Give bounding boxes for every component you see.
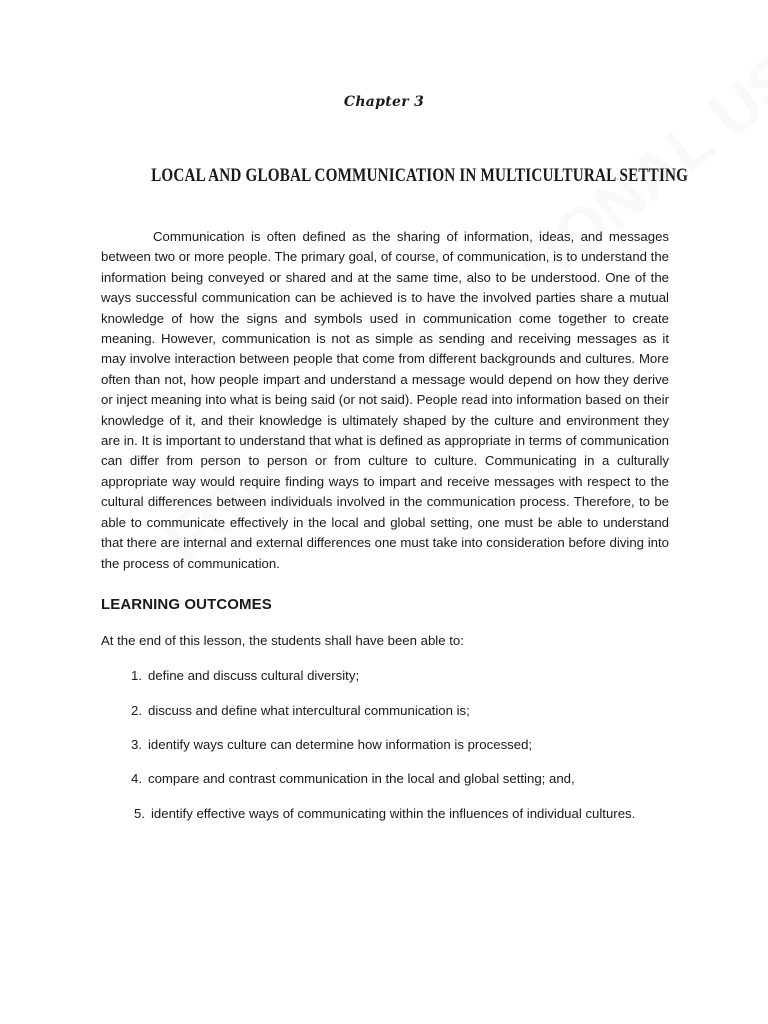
outcome-item-3 [131,737,532,752]
learning-outcomes-heading: LEARNING OUTCOMES [101,596,272,613]
outcome-text: identify effective ways of communicating within the influences of individual cultures. [151,806,636,821]
outcome-number: 4. [131,771,142,786]
outcome-item-4 [131,771,575,786]
outcome-text: define and discuss cultural diversity; [148,668,360,683]
chapter-title: LOCAL AND GLOBAL COMMUNICATION IN MULTICULTURAL SETTING [151,166,689,186]
outcome-item-1 [131,668,359,683]
intro-paragraph: Communication is often defined as the sharing of information, ideas, and messages between two or more people. The primary goal, of course, of communication, is to understand the information being conveyed or shared and at the same time, also to be understood. One of the ways successful communication can be achieved is to have the involved parties share a mutual knowledge of how the signs and symbols used in communication come together to create meaning. However, communication is not as simple as sending and receiving messages as it may involve interaction between people that come from different backgrounds and cultures. More often than not, how people impart and understand a message would depend on how they derive or inject meaning into what is being said (or not said). People read into information based on their knowledge of it, and their knowledge is ultimately shaped by the culture and environment they are in. It is important to understand that what is defined as appropriate in terms of communication can differ from person to person or from culture to culture. Communicating in a culturally appropriate way would require finding ways to impart and receive messages with respect to the cultural differences between individuals involved in the communication process. Therefore, to be able to communicate effectively in the local and global setting, one must be able to understand that there are internal and external differences one must take into consideration before diving into the process of communication. [101,229,669,571]
learning-outcomes-intro: At the end of this lesson, the students shall have been able to: [101,633,464,648]
outcome-number: 1. [131,668,142,683]
outcome-number: 5. [134,806,145,821]
chapter-label: Chapter 3 [343,94,425,110]
outcome-number: 2. [131,703,142,718]
outcome-text: identify ways culture can determine how information is processed; [148,737,533,752]
outcome-number: 3. [131,737,142,752]
outcome-item-2 [131,703,470,718]
outcome-item-5 [134,806,635,821]
outcome-text: discuss and define what intercultural communication is; [148,703,470,718]
outcome-text: compare and contrast communication in the local and global setting; and, [148,771,575,786]
